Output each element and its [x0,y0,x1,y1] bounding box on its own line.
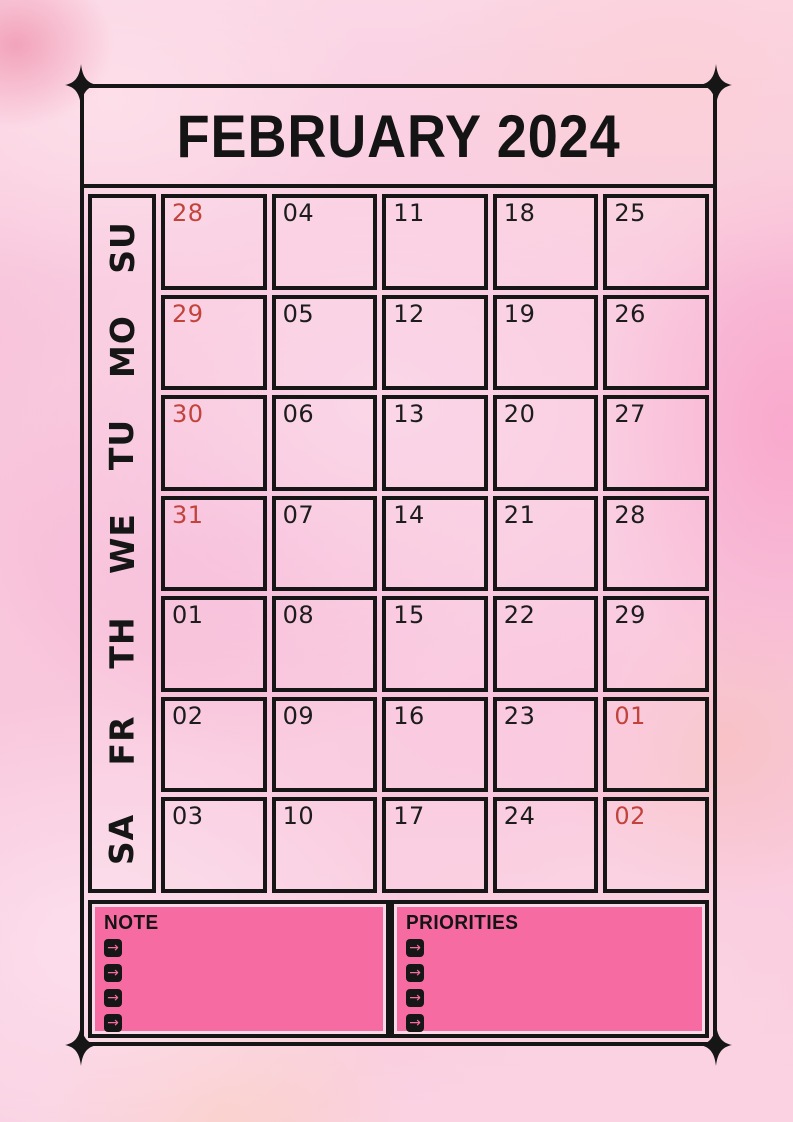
date-cell [272,596,378,692]
date-cell [603,496,709,592]
date-cell [603,395,709,491]
date-number: 15 [393,601,425,630]
calendar-grid [161,194,709,893]
date-number: 21 [503,500,536,529]
date-cell [493,697,599,793]
date-cell [382,295,488,391]
date-number: 19 [503,299,536,328]
date-number: 17 [393,802,425,831]
date-number: 09 [282,701,315,730]
date-number: 02 [172,701,204,730]
date-cell [272,395,378,491]
date-number: 25 [614,199,646,227]
date-number: 01 [172,601,204,630]
priorities-panel [390,900,709,1038]
date-cell [493,797,599,893]
weekday-label-sa: SA [102,814,142,866]
date-number: 11 [393,199,425,227]
weekday-label-tu: TU [102,419,142,471]
date-cell [161,295,267,391]
date-cell [493,194,599,290]
date-number: 04 [282,199,315,227]
date-number: 26 [614,299,646,328]
date-number: 23 [503,701,536,730]
date-cell [272,194,378,290]
date-cell [603,295,709,391]
date-number: 28 [614,500,646,529]
date-cell [603,797,709,893]
date-number: 20 [503,400,536,429]
date-cell [382,395,488,491]
calendar-body [88,194,709,893]
notes-section [88,900,709,1038]
date-cell [603,194,709,290]
date-number: 24 [503,802,536,831]
date-cell [272,295,378,391]
date-cell [161,395,267,491]
date-number: 12 [393,299,425,328]
date-number: 07 [282,500,315,529]
date-number: 03 [172,802,204,831]
date-number: 18 [503,199,536,227]
date-cell [382,596,488,692]
weekday-label-fr: FR [102,715,142,766]
weekday-label-su: SU [102,221,142,274]
date-number: 10 [282,802,315,831]
weekday-label-we: WE [102,513,142,574]
date-number: 29 [172,299,204,328]
date-number: 31 [172,500,204,529]
date-cell [493,496,599,592]
date-cell [161,697,267,793]
weekday-column [88,194,156,893]
arrow-bullet-icon: → [104,989,122,1007]
weekday-label-th: TH [102,616,142,669]
note-heading: NOTE [104,912,159,934]
date-cell [382,797,488,893]
date-number: 01 [614,701,646,730]
date-cell [603,596,709,692]
date-cell [161,797,267,893]
arrow-bullet-icon: → [406,1014,424,1032]
arrow-bullet-icon: → [104,1014,122,1032]
date-cell [493,395,599,491]
date-number: 06 [282,400,315,429]
date-number: 28 [172,199,204,227]
date-cell [161,496,267,592]
date-number: 14 [393,500,425,529]
date-cell [272,797,378,893]
arrow-bullet-icon: → [406,964,424,982]
date-cell [382,697,488,793]
arrow-bullet-icon: → [104,964,122,982]
date-cell [272,496,378,592]
date-number: 02 [614,802,646,831]
date-cell [161,194,267,290]
date-cell [161,596,267,692]
date-number: 08 [282,601,315,630]
date-number: 30 [172,400,204,429]
date-cell [382,194,488,290]
priorities-heading: PRIORITIES [406,912,519,934]
date-cell [272,697,378,793]
arrow-bullet-icon: → [104,939,122,957]
calendar-frame [80,84,717,1046]
date-number: 16 [393,701,425,730]
date-number: 27 [614,400,646,429]
date-cell [382,496,488,592]
date-number: 22 [503,601,536,630]
title-bar [84,88,713,188]
weekday-label-mo: MO [102,314,142,378]
note-panel [88,900,390,1038]
arrow-bullet-icon: → [406,989,424,1007]
date-cell [603,697,709,793]
page-title: FEBRUARY 2024 [176,102,621,170]
date-number: 29 [614,601,646,630]
date-cell [493,295,599,391]
date-cell [493,596,599,692]
arrow-bullet-icon: → [406,939,424,957]
date-number: 05 [282,299,315,328]
date-number: 13 [393,400,425,429]
